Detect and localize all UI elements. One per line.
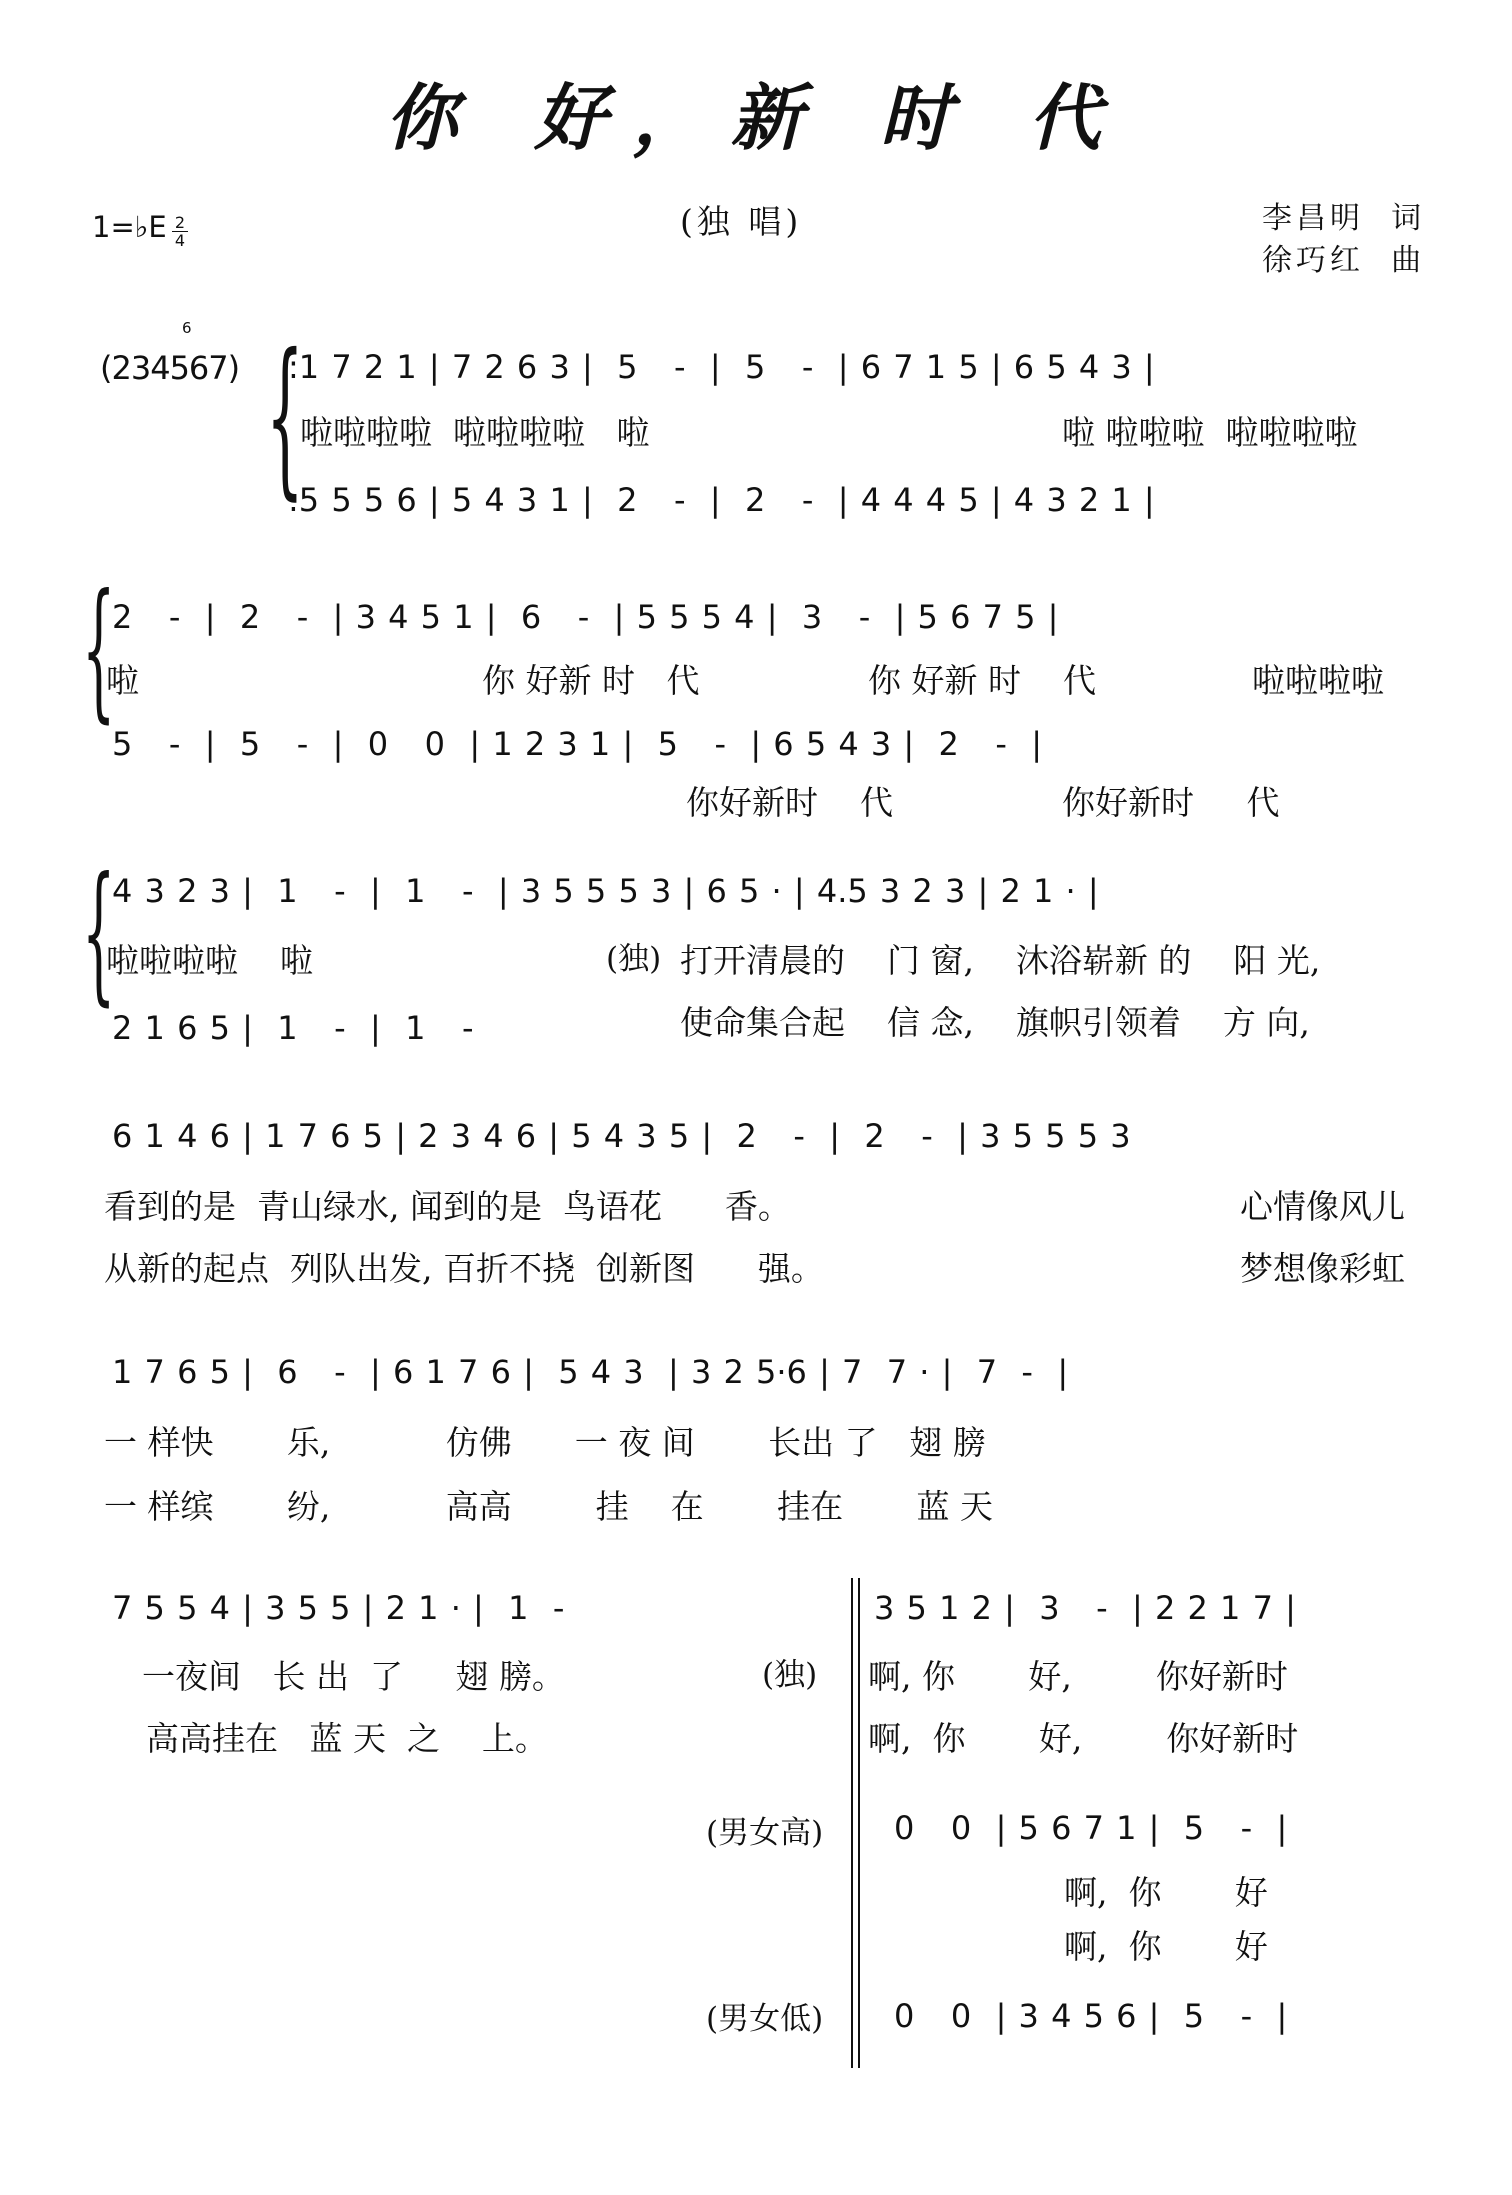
notes-low: 0 0 | 3 4 5 6 | 5 - | — [894, 1997, 1288, 2035]
lyric-upper-a: 啦 — [106, 661, 139, 700]
bracket-line — [851, 1578, 853, 2068]
solo-label: (独) — [762, 1657, 818, 1693]
low-voice-label: (男女低) — [706, 2001, 824, 2037]
notes-upper: 2 - | 2 - | 3 4 5 1 | 6 - | 5 5 5 4 | 3 - | 5 6 7 5 | — [112, 598, 1059, 636]
lyric-upper-d: 啦啦啦啦 — [1252, 661, 1384, 700]
lyric-upper-c: 你 好新 时 代 — [868, 661, 1096, 700]
intro-notes: (234567) — [100, 349, 240, 387]
solo-label: (独) — [606, 941, 662, 977]
intro-tuplet-number: 6 — [182, 319, 192, 337]
high-voice-label: (男女高) — [706, 1815, 824, 1851]
lyricist-credit: 李昌明 词 — [1262, 201, 1426, 236]
notes-right: 3 5 1 2 | 3 - | 2 2 1 7 | — [874, 1589, 1296, 1627]
notes-lower: :5 5 5 6 | 5 4 3 1 | 2 - | 2 - | 4 4 4 5 | 4 3 2 1 | — [288, 481, 1155, 519]
notes-upper: 4 3 2 3 | 1 - | 1 - | 3 5 5 5 3 | 6 5 · | 4.5 3 2 3 | 2 1 · | — [112, 872, 1099, 910]
verse-2-lyric: 一 样缤 纷, 高高 挂 在 挂在 蓝 天 — [104, 1487, 994, 1526]
notes-lower: 2 1 6 5 | 1 - | 1 - — [112, 1009, 474, 1047]
subtitle: (独 唱) — [680, 202, 803, 241]
lyric-high-a: 啊, 你 好 — [1064, 1873, 1268, 1912]
lyrics-upper-b: 啦 啦啦啦 啦啦啦啦 — [1062, 413, 1358, 452]
verse-2-lyric: 从新的起点 列队出发, 百折不挠 创新图 强。 — [104, 1249, 824, 1288]
lyric-high-b: 啊, 你 好 — [1064, 1927, 1268, 1966]
verse-2-lyric: 使命集合起 信 念, 旗帜引领着 方 向, — [680, 1003, 1310, 1042]
verse-1-lyric: 一 样快 乐, 仿佛 一 夜 间 长出 了 翅 膀 — [104, 1423, 986, 1462]
lyric-lower-b: 你好新时 代 — [1062, 783, 1280, 822]
lyric-right-b: 啊, 你 好, 你好新时 — [868, 1719, 1299, 1758]
composer-credit: 徐巧红 曲 — [1262, 243, 1426, 278]
notes: 1 7 6 5 | 6 - | 6 1 7 6 | 5 4 3 | 3 2 5·6 | 7 7 · | 7 - | — [112, 1353, 1069, 1391]
verse-2-lyric-end: 梦想像彩虹 — [1240, 1249, 1405, 1288]
lyrics-upper-a: 啦啦啦啦 啦啦啦啦 啦 — [300, 413, 650, 452]
notes-high: 0 0 | 5 6 7 1 | 5 - | — [894, 1809, 1288, 1847]
lyric-right-a: 啊, 你 好, 你好新时 — [868, 1657, 1288, 1696]
verse-1-lyric: 一夜间 长 出 了 翅 膀。 — [142, 1657, 565, 1696]
system-brace: { — [82, 563, 116, 737]
bracket-line — [858, 1578, 860, 2068]
notes: 6 1 4 6 | 1 7 6 5 | 2 3 4 6 | 5 4 3 5 | 2 - | 2 - | 3 5 5 5 3 — [112, 1117, 1131, 1155]
verse-1-lyric: 打开清晨的 门 窗, 沐浴崭新 的 阳 光, — [680, 941, 1321, 980]
lyric-upper-a: 啦啦啦啦 啦 — [106, 941, 313, 980]
lyric-upper-b: 你 好新 时 代 — [482, 661, 700, 700]
key-signature: 1=♭E — [92, 210, 167, 244]
notes-upper: :1 7 2 1 | 7 2 6 3 | 5 - | 5 - | 6 7 1 5 | 6 5 4 3 | — [288, 348, 1155, 386]
system-brace: { — [82, 846, 116, 1020]
verse-2-lyric: 高高挂在 蓝 天 之 上。 — [146, 1719, 548, 1758]
time-signature: 2 4 — [172, 214, 188, 249]
song-title: 你 好，新 时 代 — [385, 75, 1127, 160]
verse-1-lyric: 看到的是 青山绿水, 闻到的是 鸟语花 香。 — [104, 1187, 791, 1226]
system-brace: { — [266, 318, 304, 516]
lyric-lower-a: 你好新时 代 — [686, 783, 893, 822]
verse-1-lyric-end: 心情像风儿 — [1240, 1187, 1405, 1226]
notes-left: 7 5 5 4 | 3 5 5 | 2 1 · | 1 - — [112, 1589, 565, 1627]
notes-lower: 5 - | 5 - | 0 0 | 1 2 3 1 | 5 - | 6 5 4 3 | 2 - | — [112, 725, 1043, 763]
